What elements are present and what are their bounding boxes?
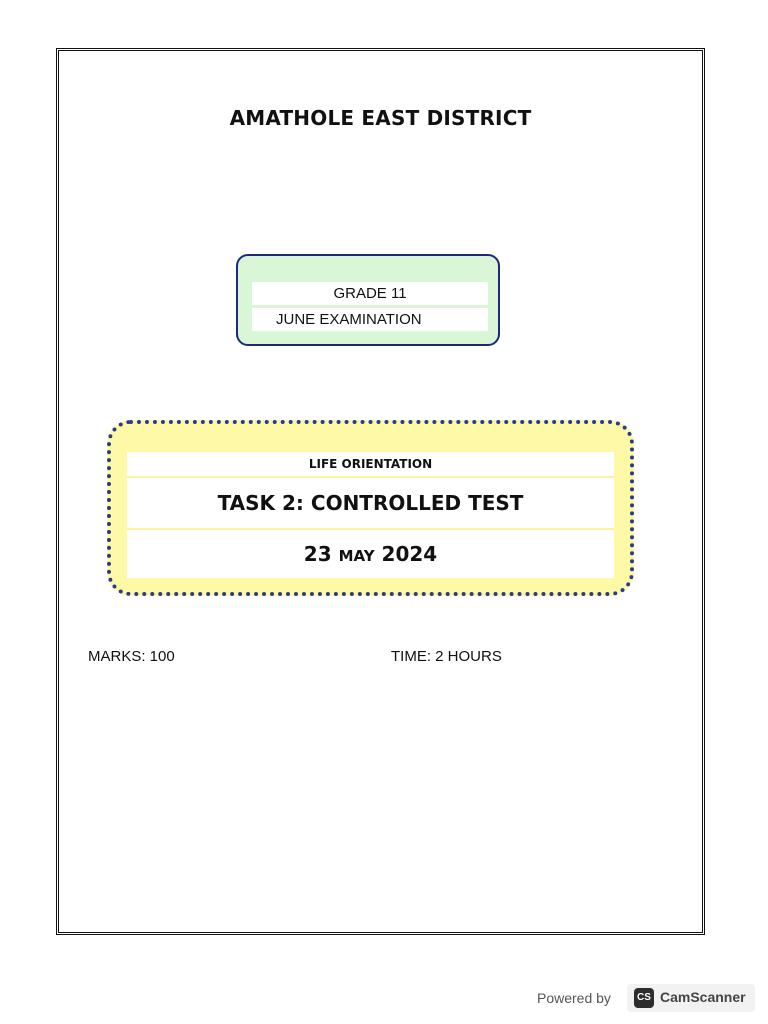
date-year: 2024 (381, 542, 438, 566)
date-day: 23 (303, 542, 332, 566)
powered-by-text: Powered by (537, 990, 611, 1006)
subject-label: LIFE ORIENTATION (127, 452, 614, 478)
date-month: MAY (338, 547, 375, 565)
exam-date (127, 530, 614, 578)
time-label: TIME: 2 HOURS (391, 648, 502, 665)
exam-label: JUNE EXAMINATION (252, 308, 488, 331)
grade-box (236, 254, 500, 346)
district-title: AMATHOLE EAST DISTRICT (229, 106, 532, 130)
subject-inner-panel (127, 452, 614, 578)
camscanner-brand: CamScanner (660, 989, 746, 1005)
marks-label: MARKS: 100 (88, 648, 175, 665)
task-title: TASK 2: CONTROLLED TEST (127, 478, 614, 530)
subject-box (107, 420, 634, 596)
grade-label: GRADE 11 (252, 282, 488, 305)
camscanner-logo-icon: CS (634, 988, 654, 1008)
camscanner-badge (627, 984, 755, 1012)
